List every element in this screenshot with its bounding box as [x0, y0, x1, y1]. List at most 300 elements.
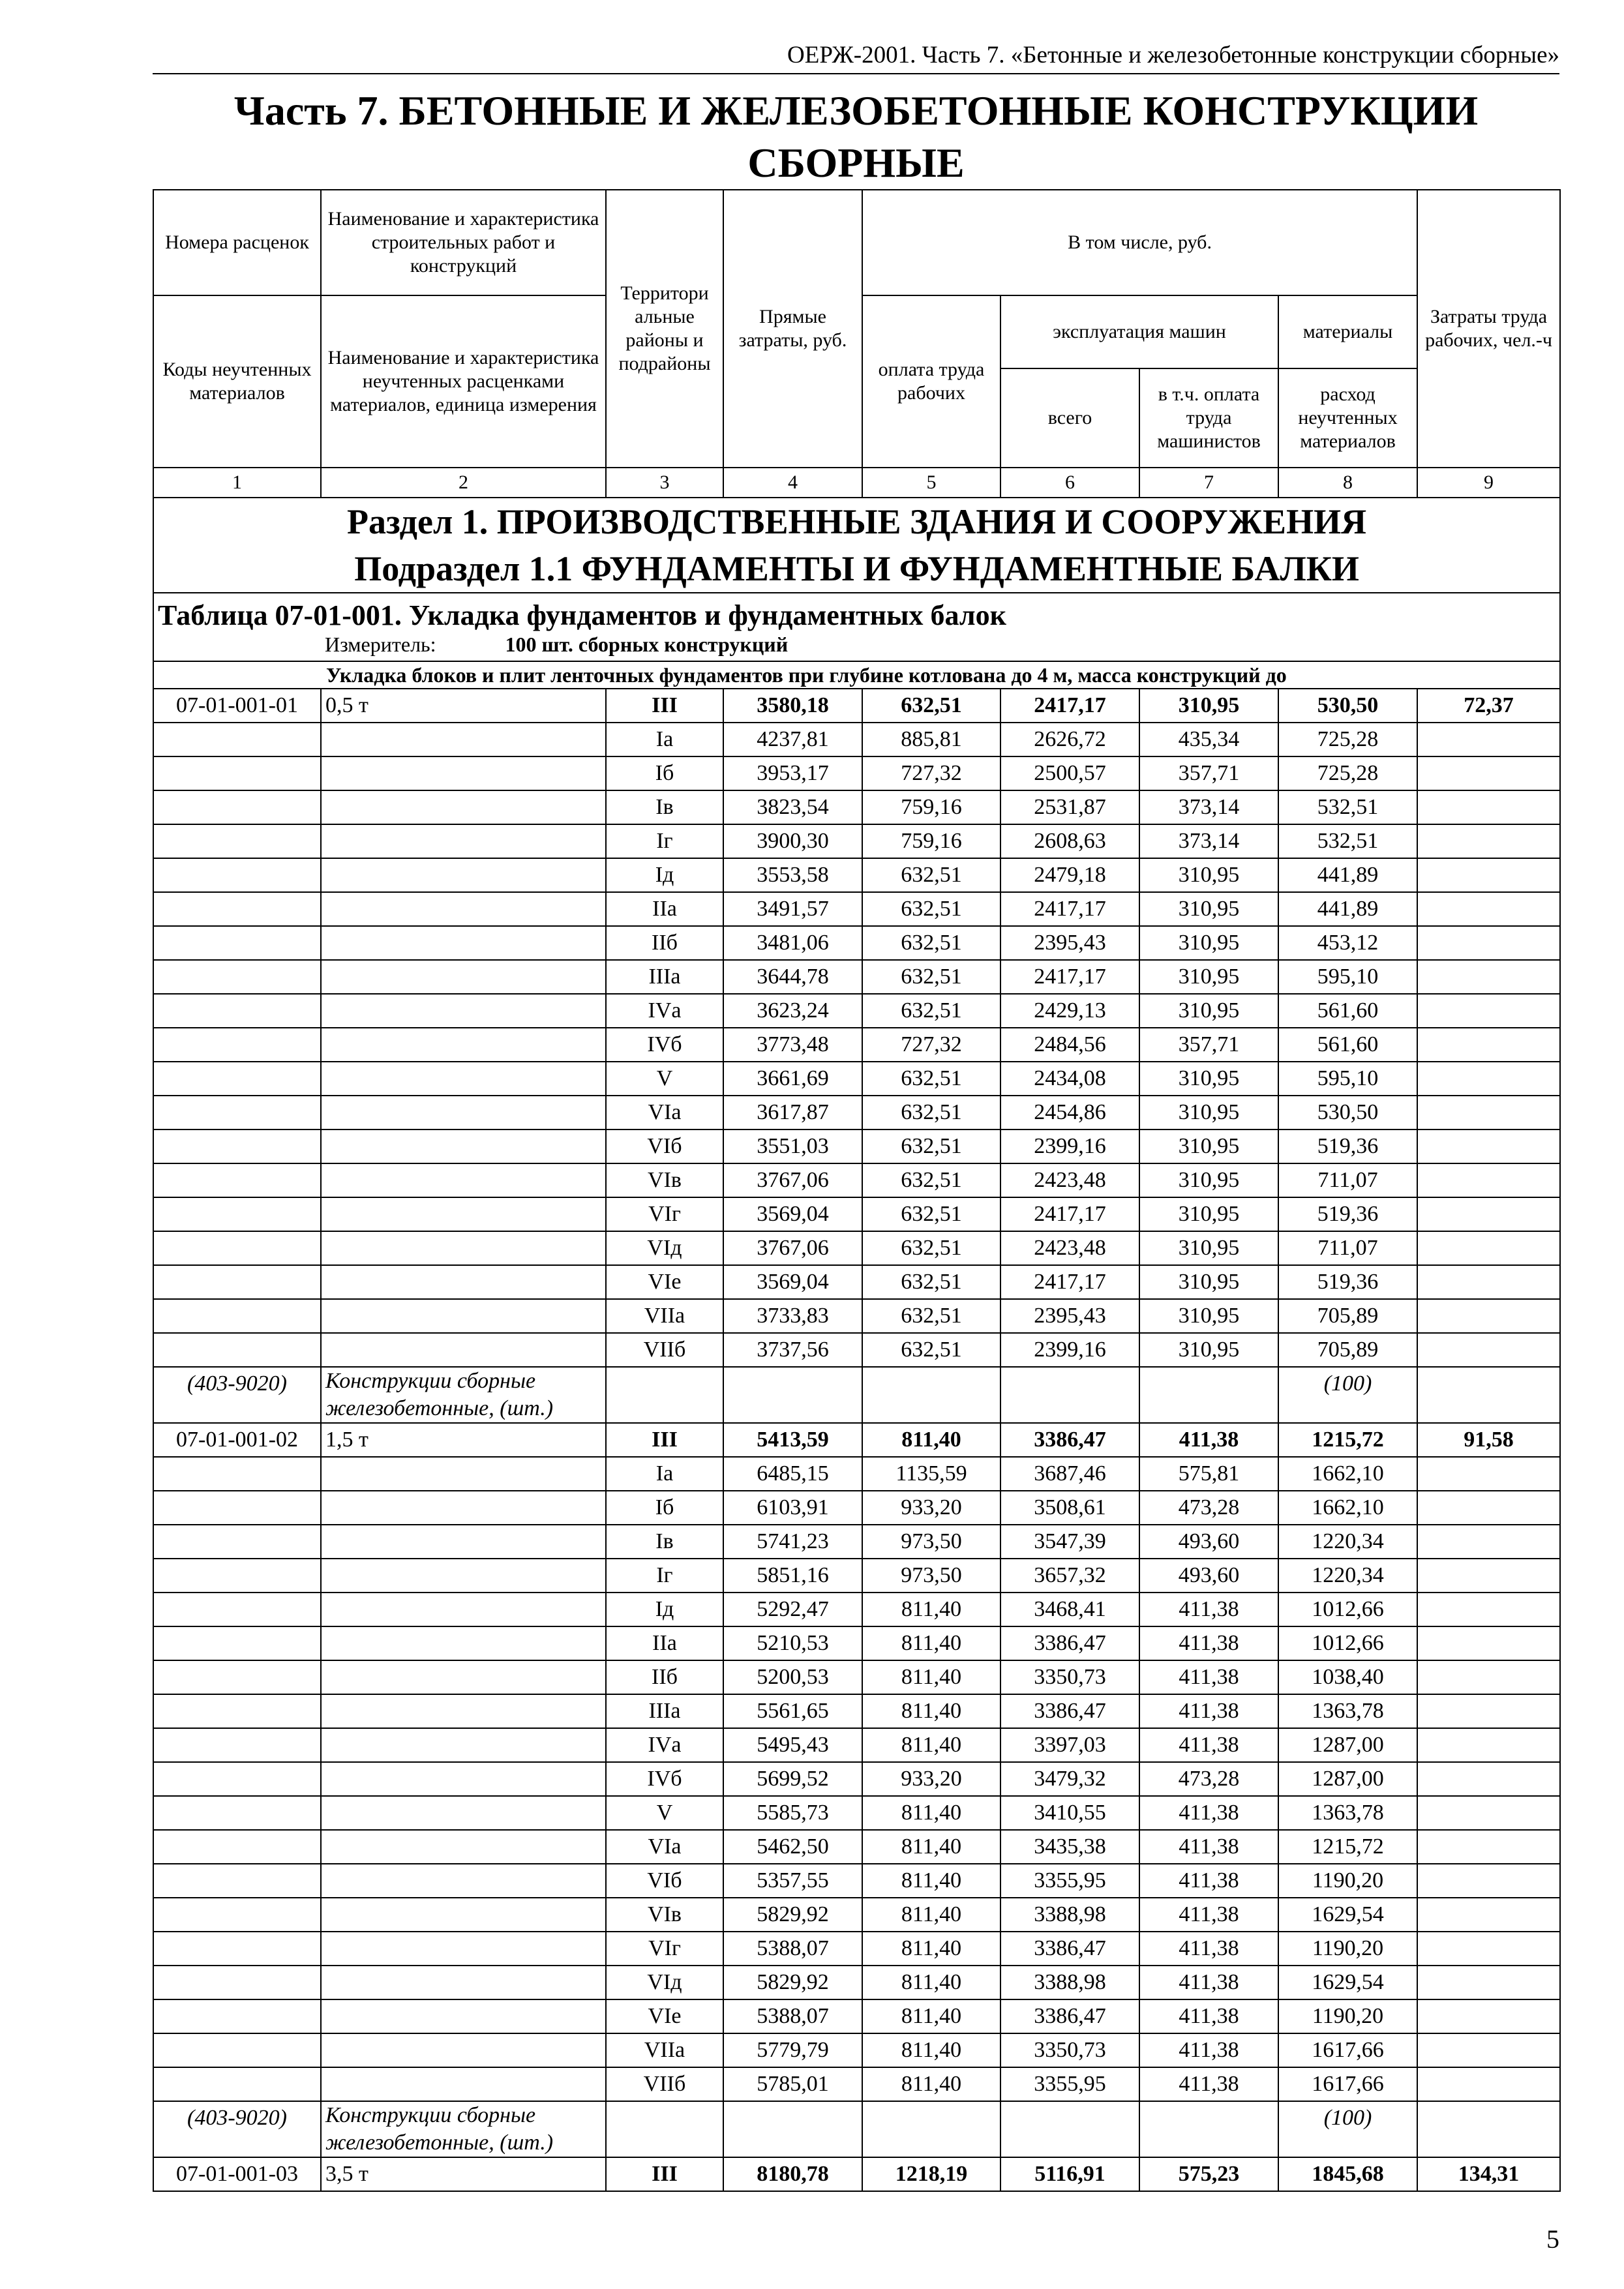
region-value: 811,40 [862, 1626, 1000, 1660]
code-cell [153, 1728, 321, 1762]
region-row [153, 1197, 1560, 1231]
region-value: 1629,54 [1278, 1966, 1417, 1999]
code-cell [153, 926, 321, 960]
region-value: 3386,47 [1000, 1626, 1139, 1660]
region-row [153, 1096, 1560, 1130]
rate-name: 3,5 т [321, 2157, 606, 2191]
code-cell [153, 1796, 321, 1830]
column-index: 3 [606, 468, 723, 498]
name-cell [321, 1966, 606, 1999]
region-value: V [606, 1796, 723, 1830]
labor-cell [1417, 1163, 1560, 1197]
region-value: 473,28 [1139, 1491, 1278, 1525]
region-value: 632,51 [862, 1333, 1000, 1367]
region-value: 725,28 [1278, 723, 1417, 756]
region-value: 759,16 [862, 790, 1000, 824]
code-cell [153, 1525, 321, 1559]
code-cell [153, 1096, 321, 1130]
rate-main-value: 1845,68 [1278, 2157, 1417, 2191]
region-value: 973,50 [862, 1559, 1000, 1593]
region-value: 5462,50 [723, 1830, 862, 1864]
code-cell [153, 1559, 321, 1593]
labor-cell [1417, 960, 1560, 994]
labor-cell [1417, 1830, 1560, 1864]
region-value: 973,50 [862, 1525, 1000, 1559]
region-value: 3355,95 [1000, 1864, 1139, 1898]
region-value: 310,95 [1139, 1231, 1278, 1265]
region-value: 530,50 [1278, 1096, 1417, 1130]
region-value: Iд [606, 858, 723, 892]
region-value: 632,51 [862, 1096, 1000, 1130]
region-value: 3386,47 [1000, 1999, 1139, 2033]
name-cell [321, 858, 606, 892]
labor-cell [1417, 994, 1560, 1028]
labor-cell [1417, 1130, 1560, 1163]
region-value: 2479,18 [1000, 858, 1139, 892]
region-value: IIIа [606, 960, 723, 994]
labor-cell [1417, 1231, 1560, 1265]
running-head: ОЕРЖ-2001. Часть 7. «Бетонные и железобетонные конструкции сборные» [153, 40, 1559, 74]
region-value: 1215,72 [1278, 1830, 1417, 1864]
name-cell [321, 1932, 606, 1966]
region-value: 310,95 [1139, 858, 1278, 892]
region-row [153, 1130, 1560, 1163]
rate-code: 07-01-001-02 [153, 1423, 321, 1457]
region-value: 2434,08 [1000, 1062, 1139, 1096]
region-value: 1662,10 [1278, 1457, 1417, 1491]
region-value: IIб [606, 1660, 723, 1694]
region-value: 411,38 [1139, 1932, 1278, 1966]
name-cell [321, 824, 606, 858]
region-value: 2399,16 [1000, 1333, 1139, 1367]
labor-cell [1417, 1197, 1560, 1231]
region-value: 357,71 [1139, 756, 1278, 790]
labor-cell [1417, 1559, 1560, 1593]
region-value: 727,32 [862, 756, 1000, 790]
region-value: 5785,01 [723, 2067, 862, 2101]
region-value: Iа [606, 1457, 723, 1491]
region-value: 811,40 [862, 1966, 1000, 1999]
region-value: 441,89 [1278, 892, 1417, 926]
region-value: 411,38 [1139, 2067, 1278, 2101]
region-row [153, 1265, 1560, 1299]
region-value: VIв [606, 1898, 723, 1932]
labor-cell [1417, 2033, 1560, 2067]
region-value: 1363,78 [1278, 1796, 1417, 1830]
region-value: 811,40 [862, 1898, 1000, 1932]
rate-main-value: III [606, 2157, 723, 2191]
region-value: 3661,69 [723, 1062, 862, 1096]
region-value: 3479,32 [1000, 1762, 1139, 1796]
name-cell [321, 790, 606, 824]
region-value: Iг [606, 824, 723, 858]
region-value: 2395,43 [1000, 1299, 1139, 1333]
region-value: 811,40 [862, 2067, 1000, 2101]
column-index-row [153, 468, 1560, 498]
region-value: Iб [606, 1491, 723, 1525]
code-cell [153, 1999, 321, 2033]
region-value: 310,95 [1139, 960, 1278, 994]
region-value: 3773,48 [723, 1028, 862, 1062]
labor-cell [1417, 1265, 1560, 1299]
rate-main-row [153, 1423, 1560, 1457]
region-row [153, 1559, 1560, 1593]
material-row [153, 1367, 1560, 1423]
region-value: 2500,57 [1000, 756, 1139, 790]
region-value: 1012,66 [1278, 1626, 1417, 1660]
name-cell [321, 1130, 606, 1163]
unit-line [321, 633, 1560, 661]
region-value: Iв [606, 790, 723, 824]
region-value: 3733,83 [723, 1299, 862, 1333]
region-value: 3397,03 [1000, 1728, 1139, 1762]
rate-main-value: 632,51 [862, 689, 1000, 723]
region-value: 2395,43 [1000, 926, 1139, 960]
code-cell [153, 1660, 321, 1694]
labor-cell [1417, 926, 1560, 960]
region-value: 3388,98 [1000, 1898, 1139, 1932]
region-value: 3617,87 [723, 1096, 862, 1130]
code-cell [153, 858, 321, 892]
region-value: 2417,17 [1000, 892, 1139, 926]
code-cell [153, 1130, 321, 1163]
region-value: IVа [606, 1728, 723, 1762]
material-qty: (100) [1278, 1367, 1417, 1423]
region-value: 3737,56 [723, 1333, 862, 1367]
region-value: 411,38 [1139, 1796, 1278, 1830]
region-value: 310,95 [1139, 1130, 1278, 1163]
region-value: 933,20 [862, 1762, 1000, 1796]
region-row [153, 824, 1560, 858]
code-cell [153, 1966, 321, 1999]
code-cell [153, 1626, 321, 1660]
name-cell [321, 1559, 606, 1593]
header-material-consumption: расход неучтенных материалов [1278, 368, 1417, 468]
region-value: 5829,92 [723, 1898, 862, 1932]
region-value: 1190,20 [1278, 1932, 1417, 1966]
column-index: 2 [321, 468, 606, 498]
labor-cell [1417, 756, 1560, 790]
region-value: IVб [606, 1762, 723, 1796]
region-value: 3350,73 [1000, 2033, 1139, 2067]
region-row [153, 1728, 1560, 1762]
region-value: 1012,66 [1278, 1593, 1417, 1626]
region-row [153, 1299, 1560, 1333]
region-value: 3551,03 [723, 1130, 862, 1163]
region-value: 811,40 [862, 1932, 1000, 1966]
labor-cell [1417, 1299, 1560, 1333]
region-value: 357,71 [1139, 1028, 1278, 1062]
region-value: 632,51 [862, 1265, 1000, 1299]
region-row [153, 892, 1560, 926]
labor-cell [1417, 723, 1560, 756]
empty-cell [1139, 2101, 1278, 2157]
rate-main-value: 530,50 [1278, 689, 1417, 723]
labor-cell [1417, 824, 1560, 858]
region-value: 933,20 [862, 1491, 1000, 1525]
region-value: 310,95 [1139, 1333, 1278, 1367]
labor-cell [1417, 1333, 1560, 1367]
region-row [153, 1694, 1560, 1728]
region-value: 5829,92 [723, 1966, 862, 1999]
region-value: 595,10 [1278, 1062, 1417, 1096]
region-row [153, 2033, 1560, 2067]
column-index: 8 [1278, 468, 1417, 498]
region-value: 2417,17 [1000, 960, 1139, 994]
region-value: 5585,73 [723, 1796, 862, 1830]
region-value: 5699,52 [723, 1762, 862, 1796]
region-row [153, 1762, 1560, 1796]
rate-main-value: 1215,72 [1278, 1423, 1417, 1457]
region-value: 310,95 [1139, 1265, 1278, 1299]
name-cell [321, 2067, 606, 2101]
name-cell [321, 1898, 606, 1932]
region-value: VIд [606, 1966, 723, 1999]
labor-cell [1417, 1062, 1560, 1096]
code-cell [153, 1231, 321, 1265]
empty-cell [862, 2101, 1000, 2157]
region-value: VIе [606, 1265, 723, 1299]
code-cell [153, 1299, 321, 1333]
region-value: 632,51 [862, 1231, 1000, 1265]
region-value: 632,51 [862, 1299, 1000, 1333]
region-row [153, 926, 1560, 960]
code-cell [153, 1333, 321, 1367]
region-row [153, 723, 1560, 756]
name-cell [321, 1062, 606, 1096]
material-name: Конструкции сборные железобетонные, (шт.) [321, 1367, 606, 1423]
header-total: всего [1000, 368, 1139, 468]
region-value: Iд [606, 1593, 723, 1626]
region-value: 310,95 [1139, 1096, 1278, 1130]
rate-main-value: 1218,19 [862, 2157, 1000, 2191]
region-value: 5561,65 [723, 1694, 862, 1728]
name-cell [321, 1197, 606, 1231]
code-cell [153, 1898, 321, 1932]
rate-code: 07-01-001-03 [153, 2157, 321, 2191]
code-cell [153, 1457, 321, 1491]
region-value: Iг [606, 1559, 723, 1593]
region-value: 493,60 [1139, 1559, 1278, 1593]
code-cell [153, 1028, 321, 1062]
header-territorial-regions: Территори альные районы и подрайоны [606, 190, 723, 468]
region-value: VIг [606, 1932, 723, 1966]
labor-cell [1417, 892, 1560, 926]
region-value: 3623,24 [723, 994, 862, 1028]
rate-main-value: 811,40 [862, 1423, 1000, 1457]
code-cell [153, 790, 321, 824]
region-value: 1629,54 [1278, 1898, 1417, 1932]
region-value: 519,36 [1278, 1265, 1417, 1299]
region-value: 2484,56 [1000, 1028, 1139, 1062]
region-value: 1190,20 [1278, 1864, 1417, 1898]
rate-code: 07-01-001-01 [153, 689, 321, 723]
rate-labor: 72,37 [1417, 689, 1560, 723]
region-row [153, 994, 1560, 1028]
code-cell [153, 1491, 321, 1525]
region-value: 5851,16 [723, 1559, 862, 1593]
unit-label: Измеритель: [325, 633, 436, 656]
rate-main-row [153, 2157, 1560, 2191]
region-value: 811,40 [862, 1830, 1000, 1864]
region-value: IIIа [606, 1694, 723, 1728]
labor-cell [1417, 1762, 1560, 1796]
column-index: 9 [1417, 468, 1560, 498]
region-value: 2417,17 [1000, 1197, 1139, 1231]
region-value: 493,60 [1139, 1525, 1278, 1559]
region-value: 411,38 [1139, 1728, 1278, 1762]
region-value: 310,95 [1139, 1197, 1278, 1231]
name-cell [321, 1762, 606, 1796]
empty-cell [723, 2101, 862, 2157]
header-rate-numbers: Номера расценок [153, 190, 321, 295]
empty-cell [606, 1367, 723, 1423]
header-material-names: Наименование и характеристика неучтенных расценками материалов, единица измерения [321, 295, 606, 468]
region-value: 1363,78 [1278, 1694, 1417, 1728]
name-cell [321, 2033, 606, 2067]
labor-cell [1417, 1626, 1560, 1660]
code-cell [153, 994, 321, 1028]
region-value: 310,95 [1139, 1062, 1278, 1096]
region-value: 411,38 [1139, 1660, 1278, 1694]
header-worker-pay: оплата труда рабочих [862, 295, 1000, 468]
rate-main-value: 3386,47 [1000, 1423, 1139, 1457]
empty-cell [723, 1367, 862, 1423]
region-value: 519,36 [1278, 1197, 1417, 1231]
region-value: 2417,17 [1000, 1265, 1139, 1299]
region-row [153, 1898, 1560, 1932]
name-cell [321, 1525, 606, 1559]
region-value: 3569,04 [723, 1197, 862, 1231]
labor-cell [1417, 1966, 1560, 1999]
table-title: Таблица 07-01-001. Укладка фундаментов и фундаментных балок [153, 593, 1560, 633]
name-cell [321, 1999, 606, 2033]
region-value: Iа [606, 723, 723, 756]
region-value: 632,51 [862, 960, 1000, 994]
region-value: 373,14 [1139, 824, 1278, 858]
region-value: VIIб [606, 1333, 723, 1367]
region-value: 3553,58 [723, 858, 862, 892]
region-row [153, 1062, 1560, 1096]
name-cell [321, 1728, 606, 1762]
rate-main-row [153, 689, 1560, 723]
region-value: 811,40 [862, 2033, 1000, 2067]
region-value: 3547,39 [1000, 1525, 1139, 1559]
code-cell [153, 1265, 321, 1299]
region-value: 595,10 [1278, 960, 1417, 994]
region-value: 3953,17 [723, 756, 862, 790]
region-value: VIа [606, 1830, 723, 1864]
region-value: 711,07 [1278, 1231, 1417, 1265]
name-cell [321, 1694, 606, 1728]
material-row [153, 2101, 1560, 2157]
code-cell [153, 892, 321, 926]
labor-cell [1417, 1864, 1560, 1898]
name-cell [321, 1299, 606, 1333]
region-value: 3767,06 [723, 1231, 862, 1265]
region-value: 6103,91 [723, 1491, 862, 1525]
region-value: 2608,63 [1000, 824, 1139, 858]
code-cell [153, 2033, 321, 2067]
region-value: 632,51 [862, 892, 1000, 926]
name-cell [321, 1028, 606, 1062]
region-value: 5741,23 [723, 1525, 862, 1559]
column-index: 5 [862, 468, 1000, 498]
region-value: IIа [606, 1626, 723, 1660]
data-rows [153, 689, 1560, 2191]
header-material-codes: Коды неучтенных материалов [153, 295, 321, 468]
region-value: 5357,55 [723, 1864, 862, 1898]
labor-cell [1417, 1660, 1560, 1694]
labor-cell [1417, 1096, 1560, 1130]
region-value: VIIа [606, 1299, 723, 1333]
column-index: 7 [1139, 468, 1278, 498]
region-value: 2454,86 [1000, 1096, 1139, 1130]
name-cell [321, 1096, 606, 1130]
subsection-title: Подраздел 1.1 ФУНДАМЕНТЫ И ФУНДАМЕНТНЫЕ БАЛКИ [354, 549, 1359, 588]
code-cell [153, 756, 321, 790]
region-row [153, 790, 1560, 824]
labor-cell [1417, 1491, 1560, 1525]
region-value: 310,95 [1139, 892, 1278, 926]
region-value: 310,95 [1139, 1299, 1278, 1333]
region-value: 473,28 [1139, 1762, 1278, 1796]
material-qty: (100) [1278, 2101, 1417, 2157]
region-row [153, 1457, 1560, 1491]
region-value: 411,38 [1139, 1626, 1278, 1660]
region-row [153, 1796, 1560, 1830]
region-value: 632,51 [862, 994, 1000, 1028]
region-row [153, 2067, 1560, 2101]
header-materials: материалы [1278, 295, 1417, 368]
code-cell [153, 1694, 321, 1728]
code-cell [153, 1762, 321, 1796]
name-cell [321, 1163, 606, 1197]
region-value: 411,38 [1139, 1864, 1278, 1898]
header-operator-pay: в т.ч. оплата труда машинистов [1139, 368, 1278, 468]
rate-main-value: 134,31 [1417, 2157, 1560, 2191]
labor-cell [1417, 1999, 1560, 2033]
region-row [153, 1660, 1560, 1694]
column-index: 4 [723, 468, 862, 498]
region-value: IVа [606, 994, 723, 1028]
column-index: 1 [153, 468, 321, 498]
code-cell [153, 960, 321, 994]
region-value: 727,32 [862, 1028, 1000, 1062]
region-value: 411,38 [1139, 1966, 1278, 1999]
labor-cell [1417, 1796, 1560, 1830]
region-row [153, 1999, 1560, 2033]
name-cell [321, 994, 606, 1028]
region-value: 811,40 [862, 1796, 1000, 1830]
rate-name: 0,5 т [321, 689, 606, 723]
region-value: 632,51 [862, 1163, 1000, 1197]
region-value: 3508,61 [1000, 1491, 1139, 1525]
name-cell [321, 1231, 606, 1265]
header-direct-costs: Прямые затраты, руб. [723, 190, 862, 468]
section-heading [153, 498, 1560, 593]
labor-cell [1417, 2067, 1560, 2101]
region-value: 453,12 [1278, 926, 1417, 960]
region-value: Iв [606, 1525, 723, 1559]
code-cell [153, 1932, 321, 1966]
region-value: 6485,15 [723, 1457, 862, 1491]
region-value: 5388,07 [723, 1932, 862, 1966]
section-title: Раздел 1. ПРОИЗВОДСТВЕННЫЕ ЗДАНИЯ И СООРУЖЕНИЯ [346, 502, 1367, 541]
region-value: VIг [606, 1197, 723, 1231]
rate-main-value: III [606, 1423, 723, 1457]
region-value: 1287,00 [1278, 1728, 1417, 1762]
